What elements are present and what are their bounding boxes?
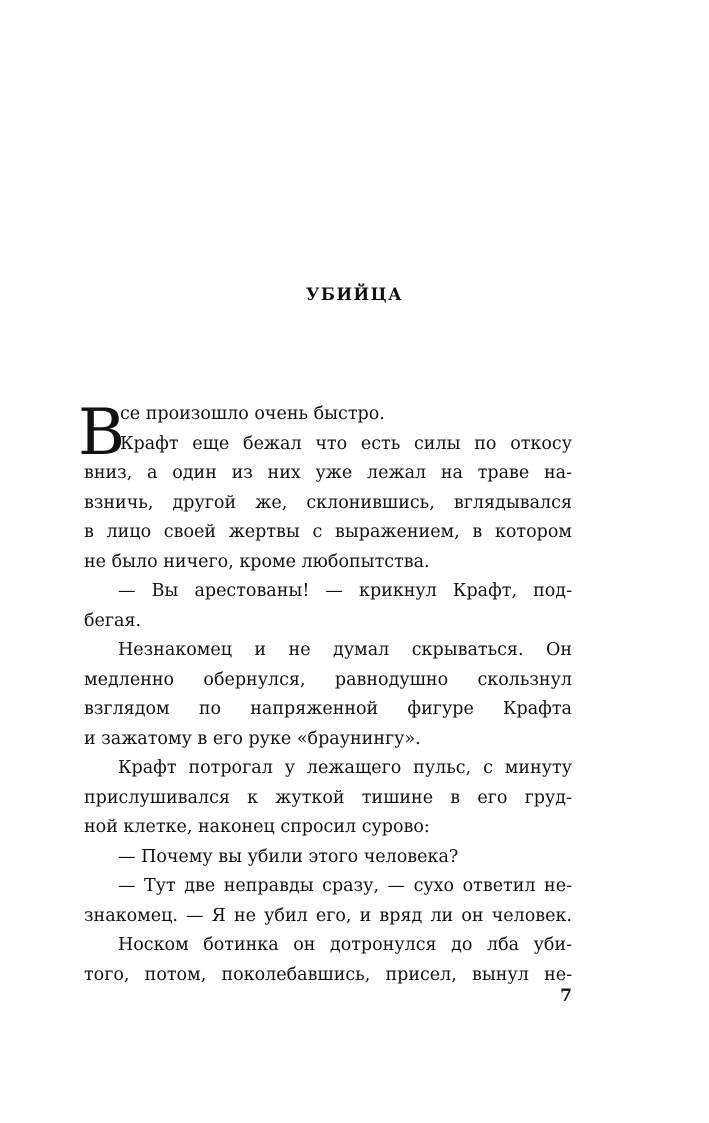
text-line: взничь, другой же, склонившись, вглядывался (84, 492, 572, 513)
text-line: Крафт еще бежал что есть силы по откосу (120, 433, 572, 454)
text-line: знакомец. — Я не убил его, и вряд ли он человек. (84, 905, 572, 926)
text-line: и зажатому в его руке «браунингу». (84, 728, 421, 749)
text-line: того, потом, поколебавшись, присел, вынул не- (84, 964, 572, 985)
text-line: в лицо своей жертвы с выражением, в котором (84, 522, 572, 542)
text-line: не было ничего, кроме любопытства. (84, 551, 430, 572)
drop-cap: В (78, 396, 126, 470)
text-line: — Почему вы убили этого человека? (118, 846, 459, 867)
text-line: Носком ботинка он дотронулся до лба уби- (118, 935, 572, 955)
text-line: се произошло очень быстро. (120, 404, 385, 424)
chapter-title: УБИЙЦА (305, 285, 404, 304)
text-line: медленно обернулся, равнодушно скользнул (84, 669, 572, 690)
text-line: — Вы арестованы! — крикнул Крафт, под- (118, 581, 572, 601)
body-text (84, 400, 572, 990)
text-line: взглядом по напряженной фигуре Крафта (84, 699, 572, 719)
text-line: — Тут две неправды сразу, — сухо ответил не- (118, 876, 572, 896)
text-line: прислушивался к жуткой тишине в его груд- (84, 787, 572, 808)
text-line: ной клетке, наконец спросил сурово: (84, 817, 430, 837)
text-line: Крафт потрогал у лежащего пульс, с минуту (118, 758, 572, 778)
page-number: 7 (560, 986, 572, 1006)
text-line: бегая. (84, 610, 142, 631)
text-line: вниз, а один из них уже лежал на траве на- (84, 463, 572, 483)
text-line: Незнакомец и не думал скрываться. Он (118, 640, 572, 660)
